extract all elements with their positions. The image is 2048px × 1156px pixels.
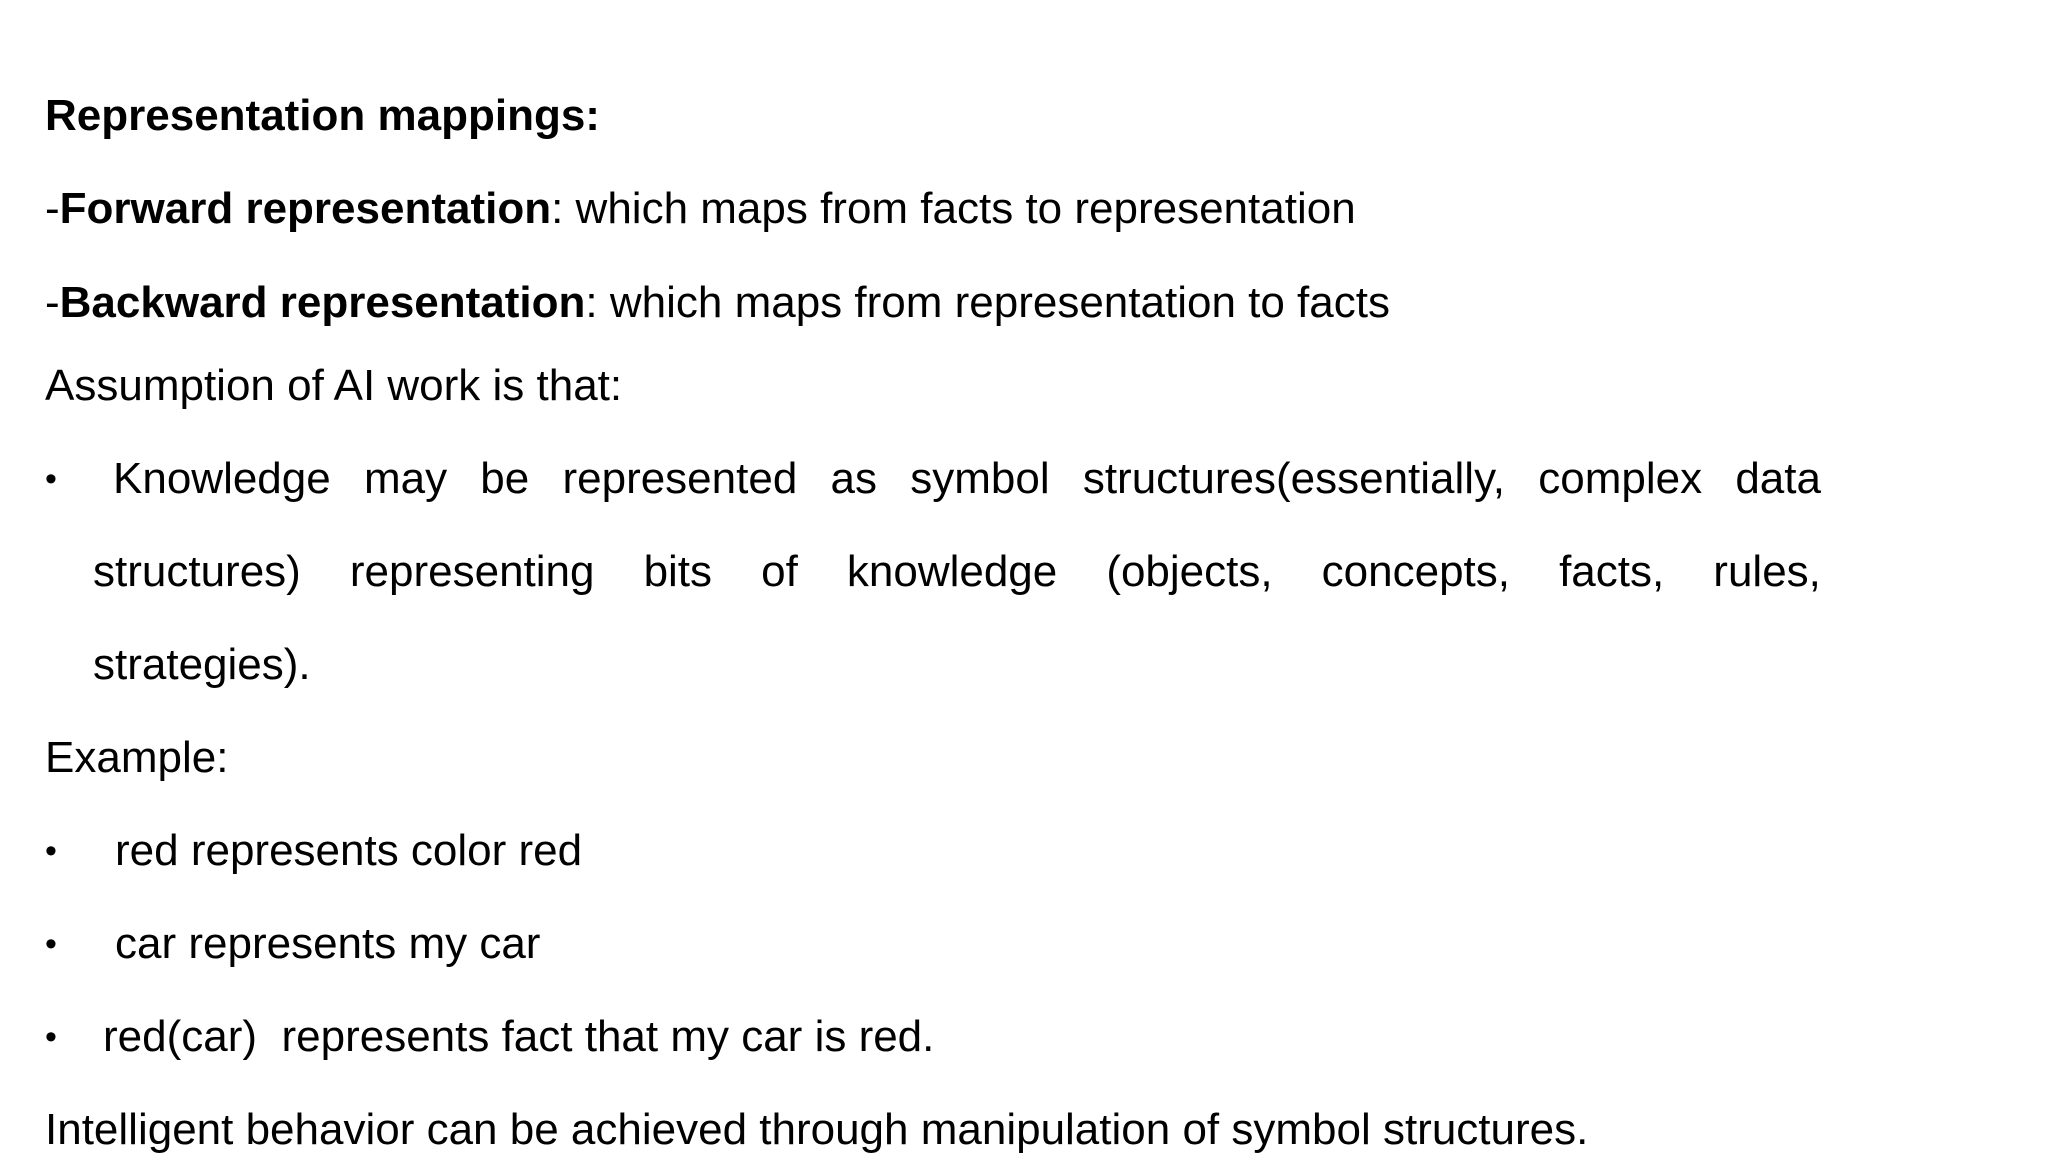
heading: Representation mappings: xyxy=(45,91,600,140)
conclusion: Intelligent behavior can be achieved through manipulation of symbol structures. xyxy=(45,1105,1589,1154)
backward-representation-line xyxy=(45,277,1390,329)
assumption-bullet-line-1 xyxy=(113,453,1821,505)
example-bullet-marker: • xyxy=(45,925,57,963)
word: rules, xyxy=(1713,547,1821,596)
example-item: car represents my car xyxy=(115,919,541,968)
backward-prefix: - xyxy=(45,278,60,327)
forward-description: : which maps from facts to representation xyxy=(551,184,1356,233)
example-bullet-marker: • xyxy=(45,1018,57,1056)
assumption-bullet-line-2 xyxy=(93,546,1821,598)
word: knowledge xyxy=(846,547,1058,596)
word: complex xyxy=(1538,454,1703,503)
word: may xyxy=(363,454,448,503)
word: representing xyxy=(349,547,595,596)
word: be xyxy=(480,454,530,503)
forward-representation-line xyxy=(45,183,1356,235)
word: bits xyxy=(643,547,713,596)
assumption-intro: Assumption of AI work is that: xyxy=(45,361,623,410)
word: Knowledge xyxy=(113,454,331,503)
forward-prefix: - xyxy=(45,184,60,233)
word: facts, xyxy=(1559,547,1665,596)
example-item: red represents color red xyxy=(115,826,583,875)
word: represented xyxy=(562,454,798,503)
word: structures(essentially, xyxy=(1082,454,1506,503)
word: as xyxy=(830,454,877,503)
word: concepts, xyxy=(1321,547,1511,596)
backward-term: Backward representation xyxy=(59,278,586,327)
example-label: Example: xyxy=(45,733,229,782)
example-bullet-marker: • xyxy=(45,832,57,870)
word: structures) xyxy=(93,547,301,596)
forward-term: Forward representation xyxy=(59,184,552,233)
word: data xyxy=(1735,454,1821,503)
backward-description: : which maps from representation to facts xyxy=(585,278,1390,327)
word: symbol xyxy=(910,454,1050,503)
word: of xyxy=(761,547,798,596)
assumption-bullet-marker: • xyxy=(45,460,57,498)
assumption-bullet-line-3: strategies). xyxy=(93,640,311,689)
word: (objects, xyxy=(1106,547,1273,596)
example-item: red(car) represents fact that my car is red. xyxy=(103,1012,935,1061)
